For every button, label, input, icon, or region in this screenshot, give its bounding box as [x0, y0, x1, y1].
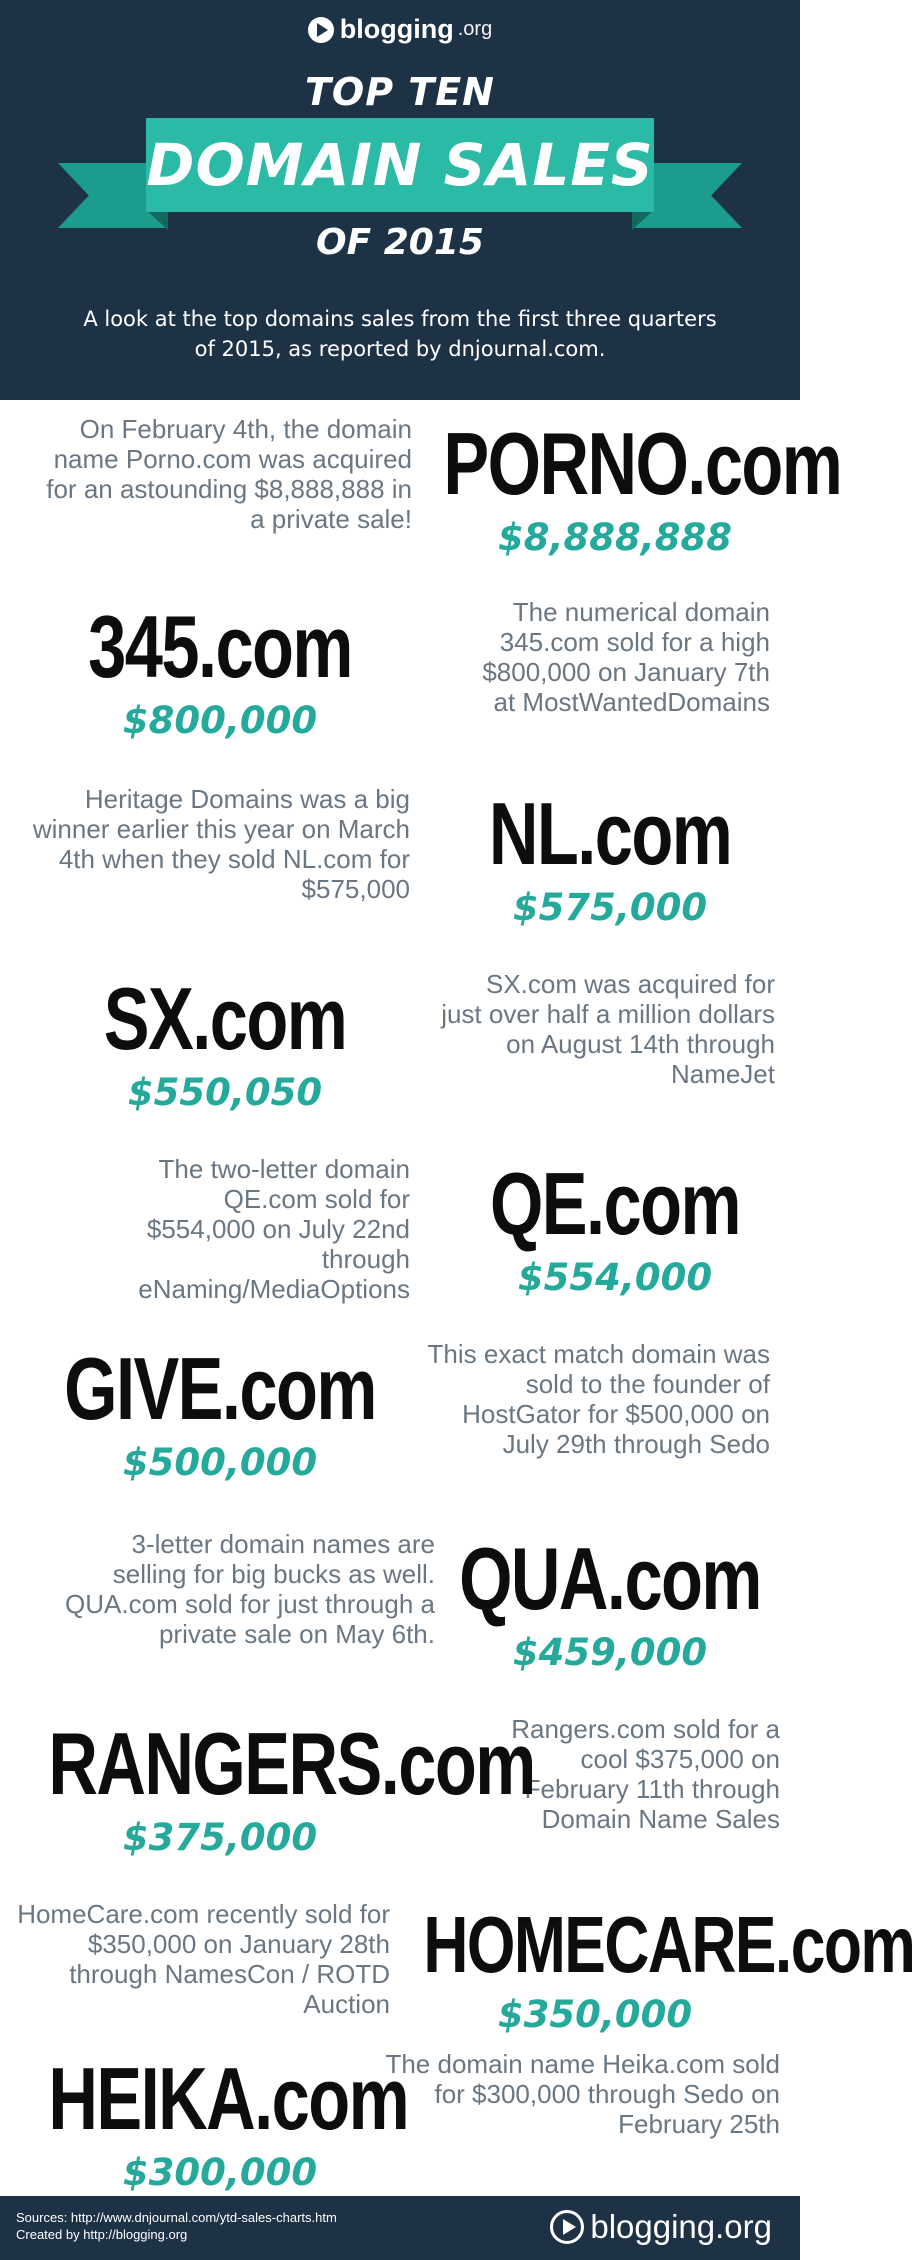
entry-price: $375,000: [122, 1816, 318, 1859]
entry-description: Rangers.com sold for a cool $375,000 on February 11th through Domain Name Sales: [511, 1714, 780, 1834]
domain-entry: [0, 955, 800, 1140]
entry-brand: [375, 1900, 914, 2036]
domain-entry: [0, 1140, 800, 1325]
entry-description: The domain name Heika.com sold for $300,000 through Sedo on February 25th: [385, 2049, 780, 2139]
entry-brand: [0, 597, 440, 742]
logo-tld: .org: [457, 18, 493, 40]
entry-domain-name: NL.com: [488, 784, 732, 883]
entry-description: The numerical domain 345.com sold for a high $800,000 on January 7th at MostWantedDomains: [482, 597, 770, 717]
entry-price: $550,050: [127, 1071, 323, 1114]
entry-brand: [0, 1339, 440, 1484]
entry-domain-name: HEIKA.com: [48, 2049, 409, 2148]
entry-domain-name: SX.com: [103, 969, 347, 1068]
domain-entry: [0, 770, 800, 955]
entry-domain-name: QUA.com: [459, 1529, 761, 1628]
entry-domain-name: HOMECARE.com: [423, 1900, 914, 1989]
entry-price: $8,888,888: [497, 516, 733, 559]
entry-description: Heritage Domains was a big winner earlier this year on March 4th when they sold NL.com for $575,000: [32, 784, 410, 904]
created-by-link[interactable]: Created by http://blogging.org: [16, 2227, 188, 2242]
domain-entry: [0, 1700, 800, 1885]
entry-brand: [0, 1714, 535, 1859]
domain-entry: [0, 1325, 800, 1510]
footer-sources: [16, 2209, 337, 2243]
title-ribbon: [58, 118, 742, 234]
entry-price: $800,000: [122, 699, 318, 742]
entry-description: 3-letter domain names are selling for big bucks as well. QUA.com sold for just through a private sale on May 6th.: [65, 1529, 435, 1649]
title-top-ten: TOP TEN: [305, 70, 495, 114]
entry-brand: [0, 2049, 440, 2194]
entry-price: $500,000: [122, 1441, 318, 1484]
entry-description: This exact match domain was sold to the founder of HostGator for $500,000 on July 29th through Sedo: [427, 1339, 770, 1459]
title-domain-sales: DOMAIN SALES: [146, 131, 654, 199]
entry-brand: [390, 1529, 830, 1674]
domain-entry: [0, 1515, 800, 1700]
entry-domain-name: 345.com: [88, 597, 352, 696]
entry-description: On February 4th, the domain name Porno.com was acquired for an astounding $8,888,888 in a private sale!: [46, 414, 412, 534]
entry-brand: [395, 414, 842, 559]
entry-price: $350,000: [497, 1993, 693, 2036]
footer-logo-text: blogging.org: [590, 2208, 772, 2245]
entry-description: SX.com was acquired for just over half a million dollars on August 14th through NameJet: [441, 969, 775, 1089]
entry-domain-name: PORNO.com: [443, 414, 842, 513]
sources-link[interactable]: Sources: http://www.dnjournal.com/ytd-sales-charts.htm: [16, 2210, 337, 2225]
entry-price: $554,000: [517, 1256, 713, 1299]
domain-entry: [0, 2035, 800, 2220]
logo-word: blogging: [339, 14, 454, 44]
play-icon: [550, 2210, 584, 2244]
entry-description: The two-letter domain QE.com sold for $554,000 on July 22nd through eNaming/MediaOptions: [138, 1154, 410, 1304]
play-icon: [308, 17, 334, 43]
entry-domain-name: RANGERS.com: [48, 1714, 535, 1813]
entry-brand: [395, 1154, 835, 1299]
header-banner: [0, 0, 800, 400]
entry-price: $575,000: [512, 886, 708, 929]
title-of-2015: OF 2015: [316, 222, 484, 263]
entry-brand: [5, 969, 445, 1114]
entry-price: $300,000: [122, 2151, 318, 2194]
entry-domain-name: GIVE.com: [64, 1339, 376, 1438]
footer: [0, 2196, 800, 2260]
domain-entry: [0, 400, 842, 585]
footer-logo[interactable]: [550, 2208, 772, 2246]
ribbon-main: [146, 118, 654, 212]
blogging-logo[interactable]: [0, 14, 800, 45]
entry-price: $459,000: [512, 1631, 708, 1674]
entry-brand: [390, 784, 830, 929]
domain-entry: [0, 583, 800, 768]
entry-description: HomeCare.com recently sold for $350,000 on January 28th through NamesCon / ROTD Auction: [17, 1899, 390, 2019]
entry-domain-name: QE.com: [489, 1154, 741, 1253]
intro-text: A look at the top domains sales from the first three quarters of 2015, as reported by dnjournal.com.: [83, 307, 717, 361]
